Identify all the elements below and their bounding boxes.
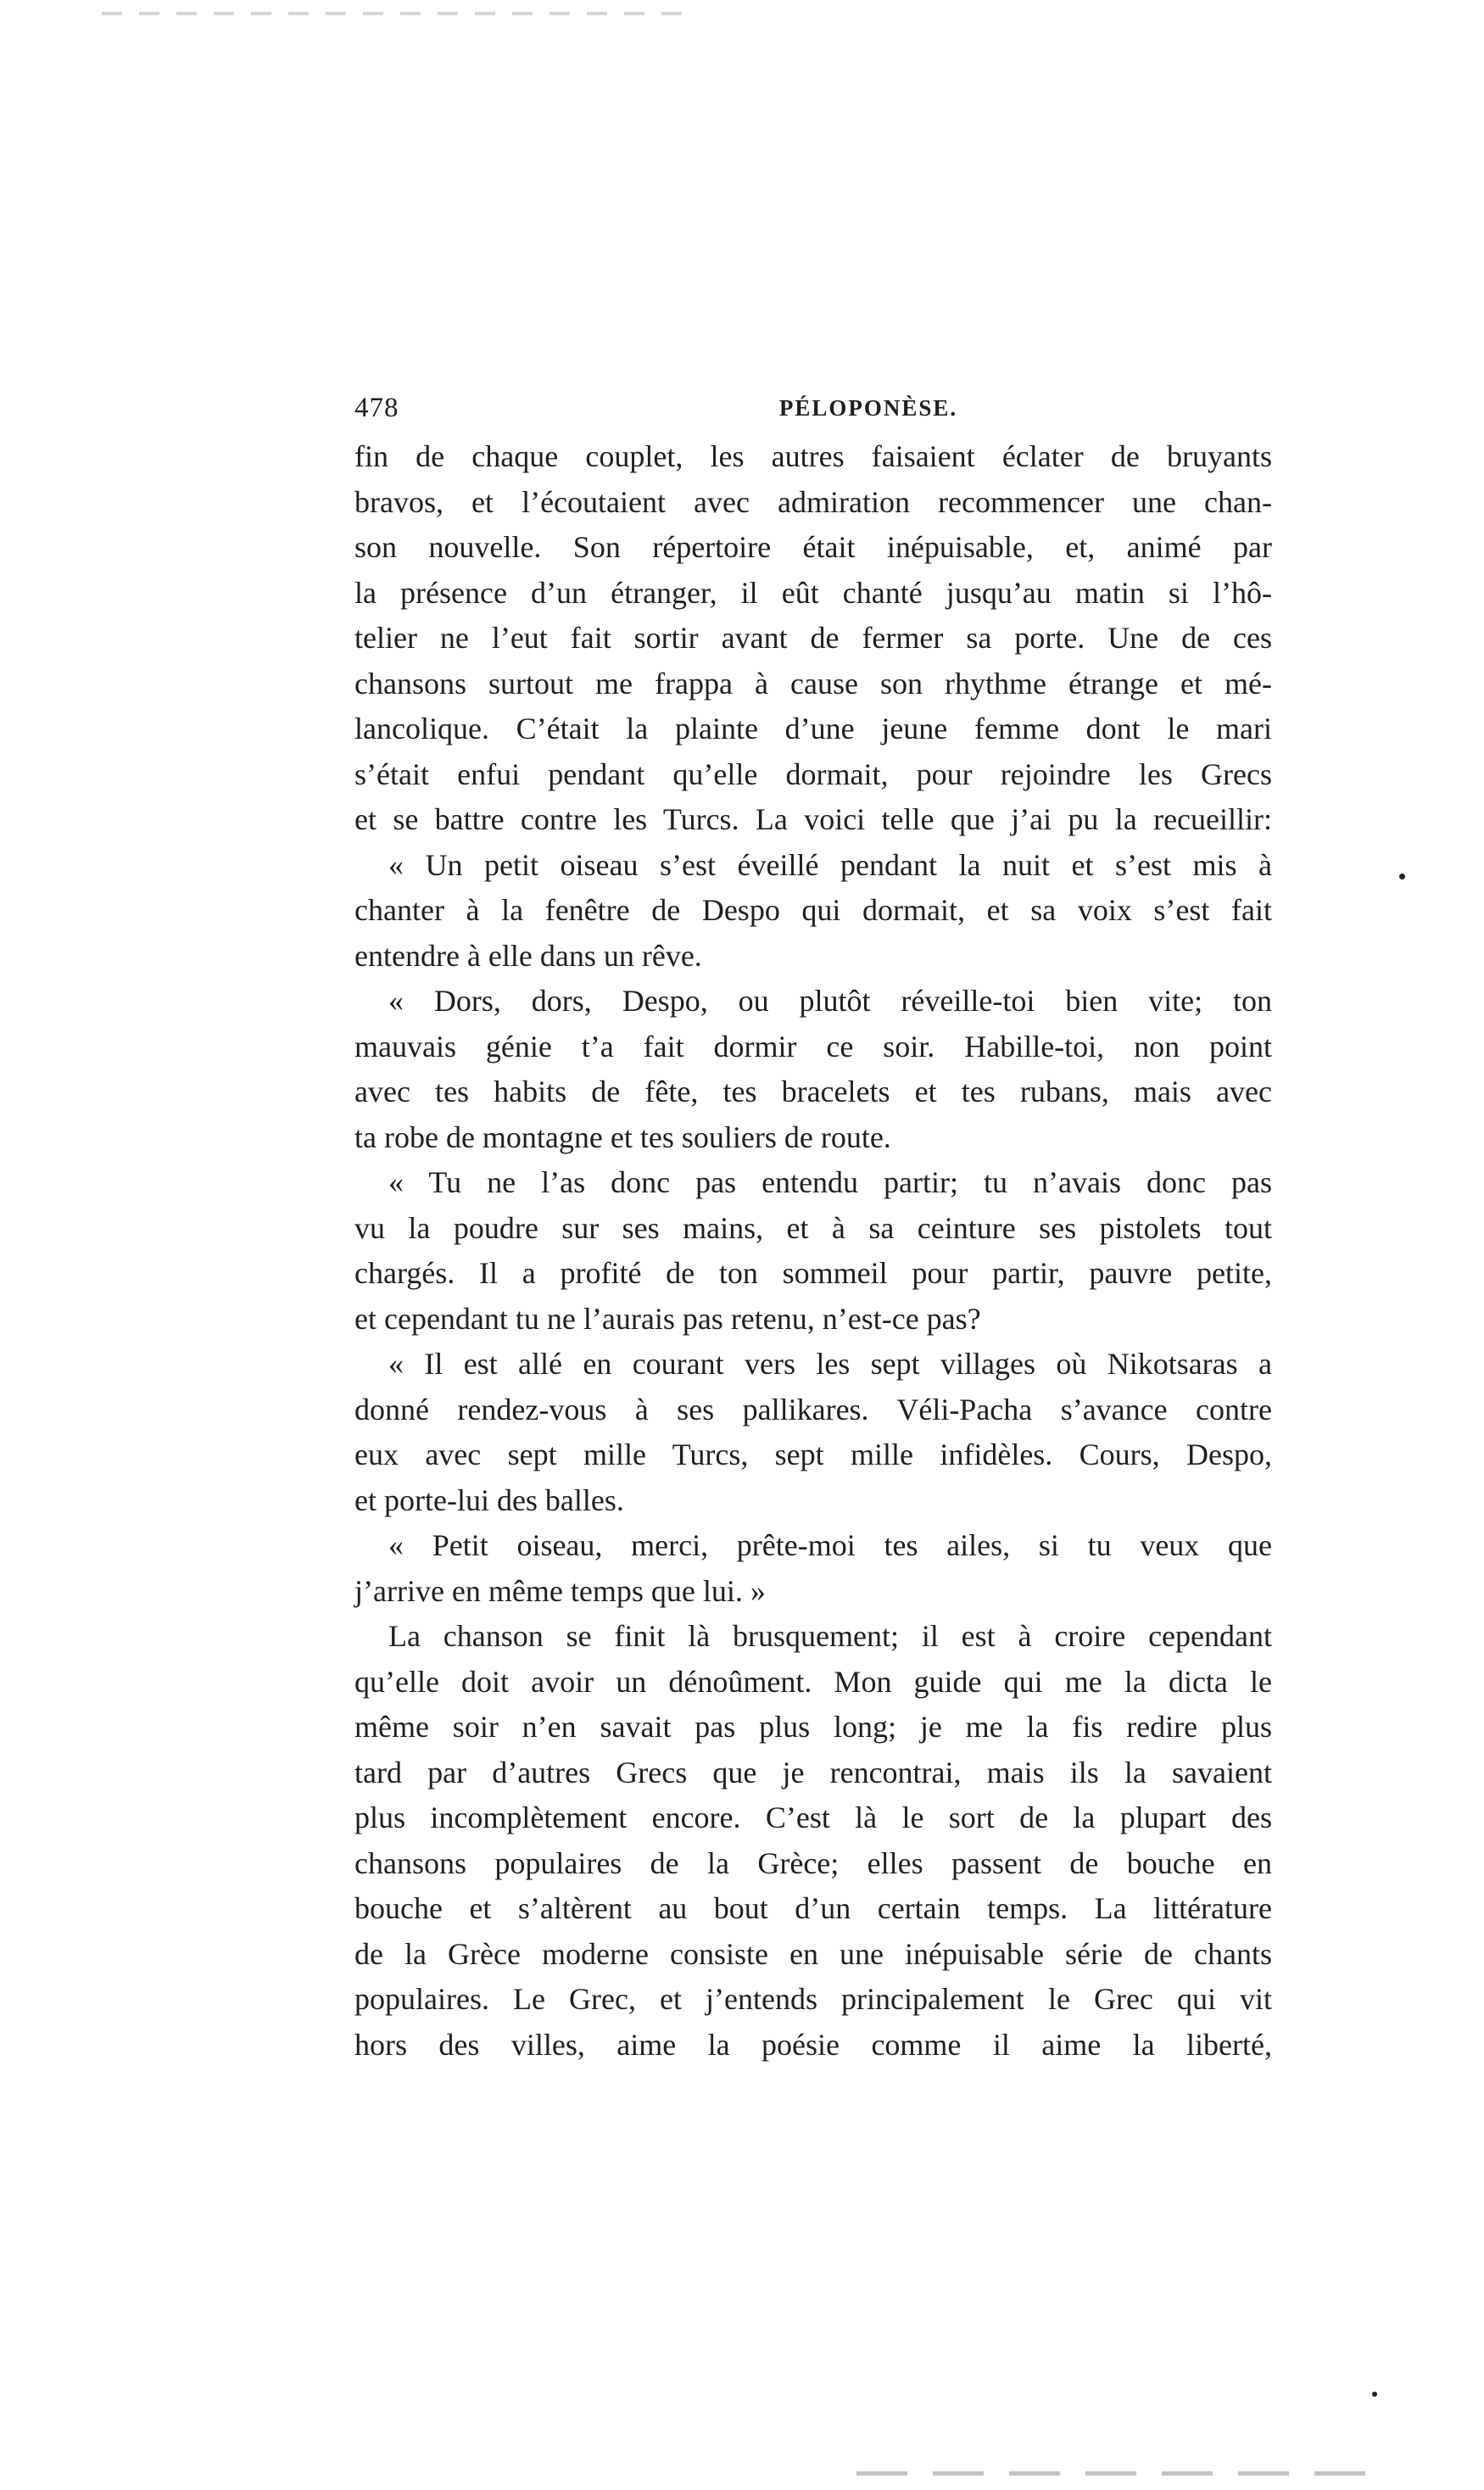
page-header	[354, 387, 1272, 429]
text-line: chanter à la fenêtre de Despo qui dormait, et sa voix s’est fait	[354, 893, 1272, 927]
ink-speck	[1372, 2392, 1377, 2397]
running-title: PÉLOPONÈSE.	[778, 395, 958, 421]
scan-edge-noise	[102, 12, 695, 15]
text-line: « Dors, dors, Despo, ou plutôt réveille-toi bien vite; ton	[388, 984, 1272, 1018]
text-line: « Petit oiseau, merci, prête-moi tes ailes, si tu veux que	[388, 1528, 1272, 1562]
paragraph	[354, 843, 1272, 980]
text-line: qu’elle doit avoir un dénoûment. Mon guide qui me la dicta le	[354, 1664, 1272, 1699]
text-line: « Il est allé en courant vers les sept villages où Nikotsaras a	[388, 1347, 1272, 1381]
text-line: « Un petit oiseau s’est éveillé pendant la nuit et s’est mis à	[388, 847, 1272, 882]
text-line: lancolique. C’était la plainte d’une jeune femme dont le mari	[354, 712, 1272, 745]
body-text	[354, 434, 1272, 2068]
scan-edge-noise	[856, 2471, 1365, 2476]
text-line: La chanson se finit là brusquement; il est à croire cependant	[388, 1619, 1272, 1653]
text-line: telier ne l’eut fait sortir avant de fermer sa porte. Une de ces	[354, 621, 1272, 655]
text-line: avec tes habits de fête, tes bracelets et tes rubans, mais avec	[354, 1075, 1272, 1108]
text-line: même soir n’en savait pas plus long; je me la fis redire plus	[354, 1710, 1272, 1744]
text-line: eux avec sept mille Turcs, sept mille infidèles. Cours, Despo,	[354, 1438, 1272, 1471]
ink-speck	[1399, 874, 1405, 879]
page-number: 478	[354, 393, 399, 423]
text-line: « Tu ne l’as donc pas entendu partir; tu n’avais donc pas	[388, 1165, 1272, 1199]
text-line: plus incomplètement encore. C’est là le sort de la plupart des	[354, 1801, 1272, 1834]
text-line: donné rendez-vous à ses pallikares. Véli-Pacha s’avance contre	[354, 1392, 1272, 1426]
text-line: populaires. Le Grec, et j’entends principalement le Grec qui vit	[354, 1982, 1272, 2016]
paragraph	[354, 434, 1272, 843]
text-line: chansons populaires de la Grèce; elles passent de bouche en	[354, 1845, 1272, 1880]
text-line: j’arrive en même temps que lui. »	[354, 1573, 766, 1608]
paragraph	[354, 1160, 1272, 1342]
text-line: fin de chaque couplet, les autres faisaient éclater de bruyants	[354, 439, 1272, 473]
text-line: s’était enfui pendant qu’elle dormait, pour rejoindre les Grecs	[354, 756, 1272, 791]
text-line: chargés. Il a profité de ton sommeil pour partir, pauvre petite,	[354, 1256, 1272, 1290]
text-line: son nouvelle. Son répertoire était inépuisable, et, animé par	[354, 530, 1272, 564]
text-line: et porte-lui des balles.	[354, 1482, 624, 1517]
text-line: et cependant tu ne l’aurais pas retenu, n’est-ce pas?	[354, 1301, 981, 1336]
text-line: bouche et s’altèrent au bout d’un certain temps. La littérature	[354, 1891, 1272, 1925]
text-line: vu la poudre sur ses mains, et à sa ceinture ses pistolets tout	[354, 1210, 1272, 1245]
text-line: ta robe de montagne et tes souliers de route.	[354, 1119, 891, 1154]
text-line: chansons surtout me frappa à cause son rhythme étrange et mé-	[354, 666, 1272, 701]
paragraph	[354, 1614, 1272, 2068]
text-line: mauvais génie t’a fait dormir ce soir. Habille-toi, non point	[354, 1029, 1272, 1064]
text-line: hors des villes, aime la poésie comme il aime la liberté,	[354, 2027, 1272, 2062]
text-line: bravos, et l’écoutaient avec admiration recommencer une chan-	[354, 484, 1272, 519]
text-line: de la Grèce moderne consiste en une inépuisable série de chants	[354, 1936, 1272, 1971]
paragraph	[354, 979, 1272, 1160]
text-line: la présence d’un étranger, il eût chanté jusqu’au matin si l’hô-	[354, 575, 1272, 610]
text-line: et se battre contre les Turcs. La voici telle que j’ai pu la recueillir:	[354, 802, 1272, 836]
text-line: entendre à elle dans un rêve.	[354, 938, 702, 973]
text-line: tard par d’autres Grecs que je rencontrai, mais ils la savaient	[354, 1755, 1272, 1789]
paragraph	[354, 1342, 1272, 1523]
paragraph	[354, 1523, 1272, 1614]
